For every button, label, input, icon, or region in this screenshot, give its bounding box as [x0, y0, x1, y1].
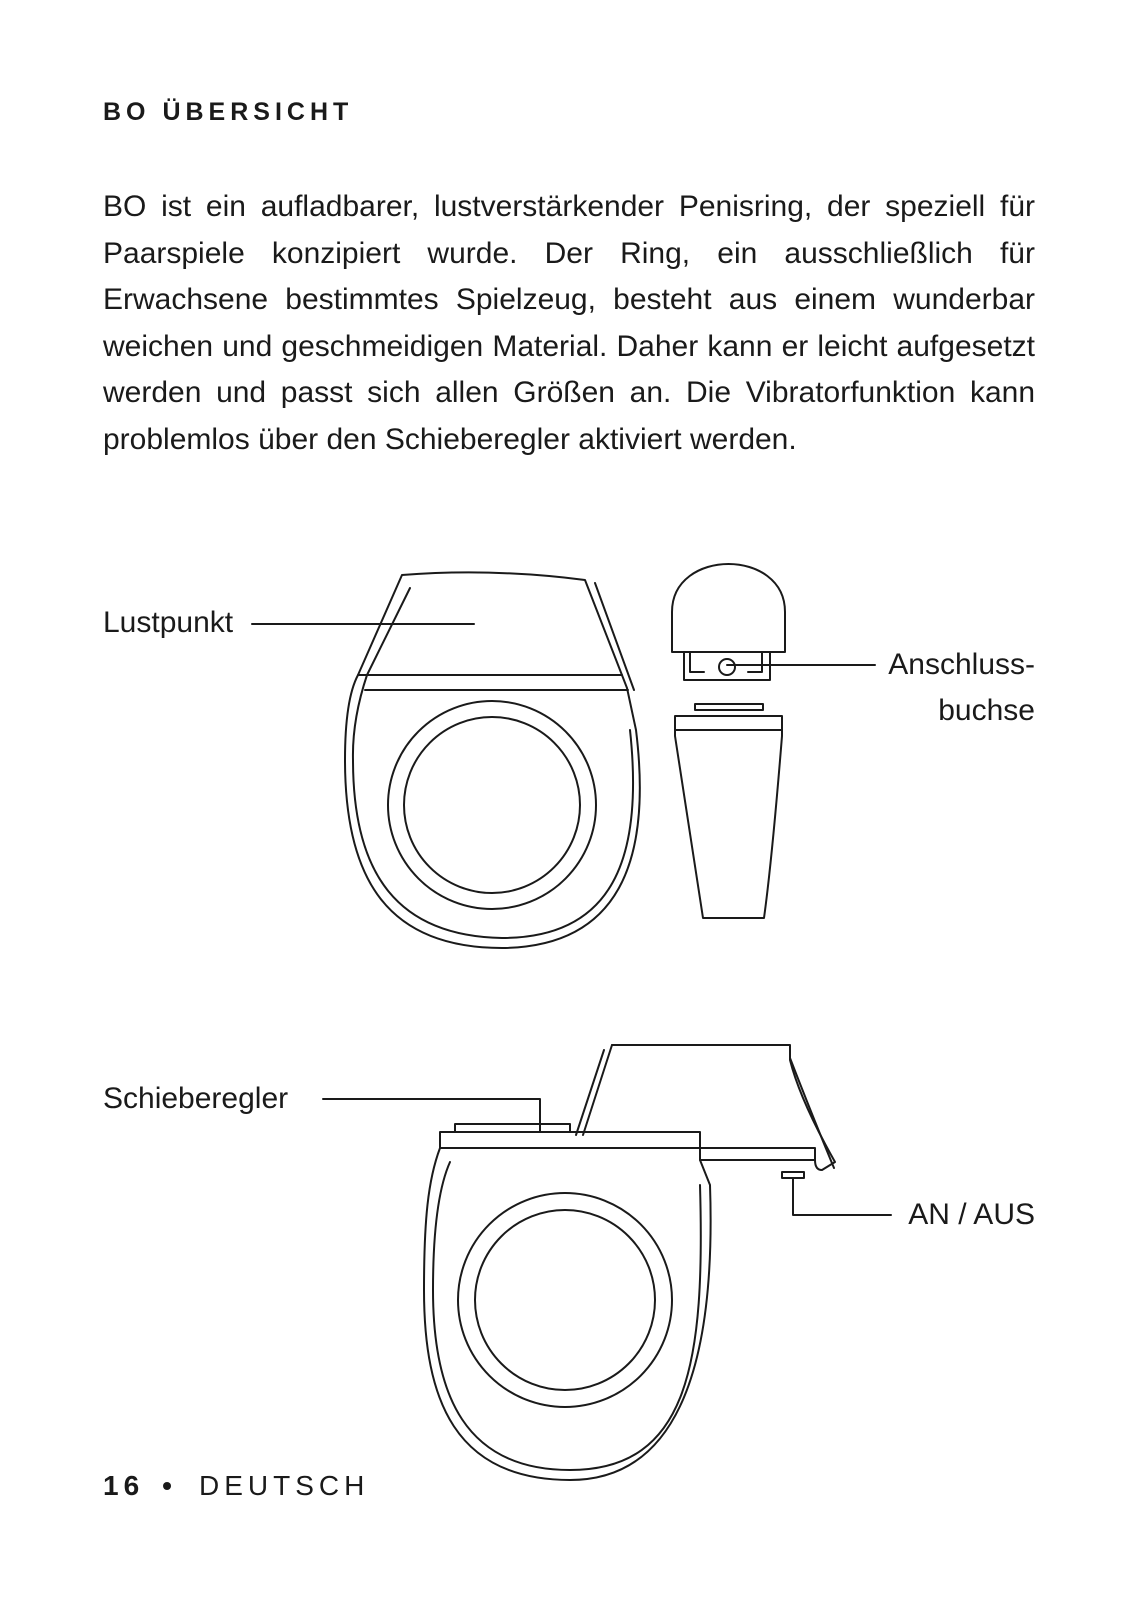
page-number: 16	[103, 1470, 145, 1501]
footer-separator: •	[162, 1470, 177, 1501]
an-aus-leader	[793, 1178, 891, 1215]
ring-front-view	[345, 572, 640, 948]
label-an-aus: AN / AUS	[908, 1198, 1035, 1231]
label-schieberegler: Schieberegler	[103, 1082, 289, 1115]
handle-exploded-view	[675, 704, 782, 918]
label-lustpunkt: Lustpunkt	[103, 606, 234, 639]
intro-paragraph: BO ist ein aufladbarer, lustverstärkender Penisring, der speziell für Paarspiele konzipiert wurde. Der Ring, ein ausschließlich für Erwachsene bestimmtes Spielzeug, besteht aus einem wunderbar weichen und geschmeidigen Material. Daher kann er leicht aufgesetzt werden und passt sich allen Größen an. Die Vibratorfunktion kann problemlos über den Schieberegler aktiviert werden.	[103, 190, 1035, 456]
footer-language: DEUTSCH	[198, 1470, 370, 1501]
schieberegler-leader	[323, 1099, 540, 1132]
section-title: BO ÜBERSICHT	[103, 98, 354, 126]
cap-exploded-view	[672, 564, 785, 680]
ring-side-view	[424, 1045, 835, 1480]
label-anschluss	[840, 642, 1035, 734]
label-anschluss-line2: buchse	[938, 694, 1035, 727]
label-anschluss-line1: Anschluss-	[888, 648, 1035, 681]
page-footer	[103, 1470, 369, 1502]
